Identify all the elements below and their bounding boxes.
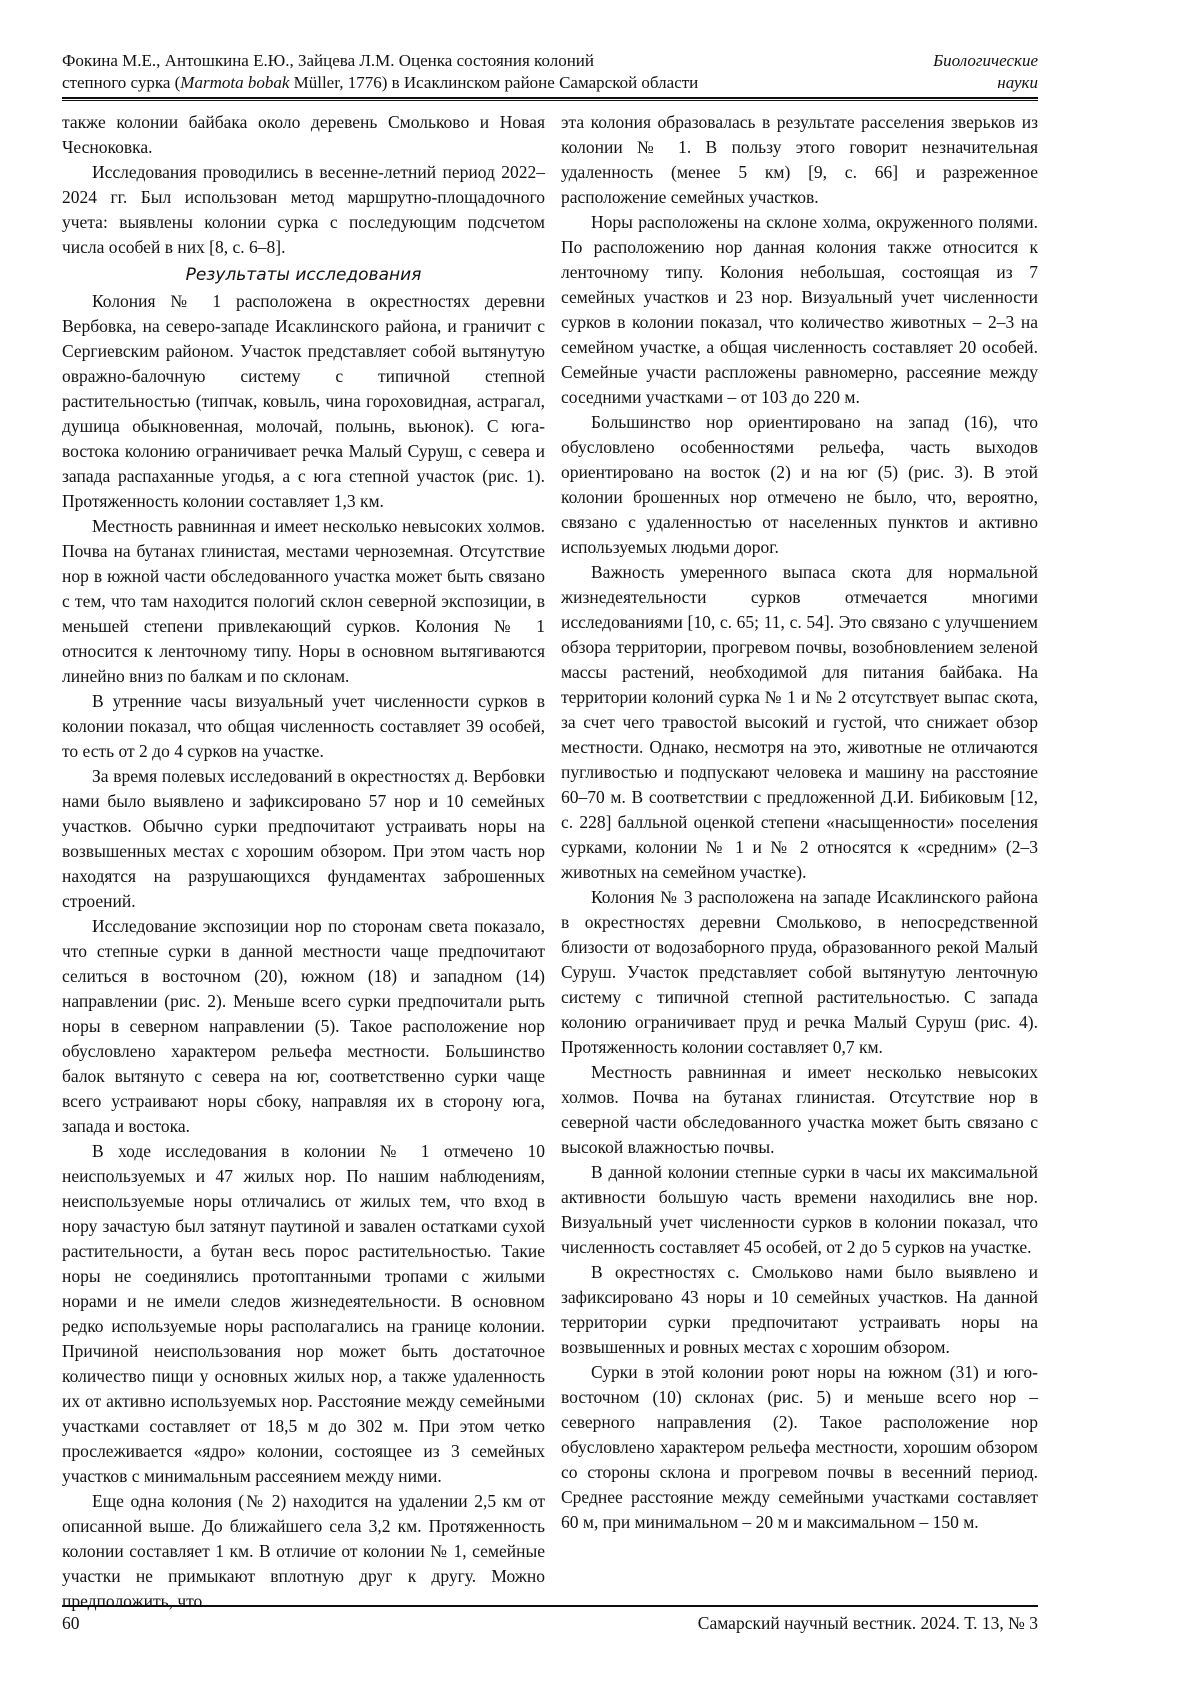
running-head — [62, 50, 1038, 94]
paragraph: Колония № 3 расположена на западе Исаклинского района в окрестностях деревни Смольково, в непосредственной близости от водозаборного пруда, образованного рекой Малый Суруш. Участок представляет собой вытянутую ленточную систему с типичной степной растительностью. С запада колонию ограничивает пруд и речка Малый Суруш (рис. 4). Протяженность колонии составляет 0,7 км. — [561, 887, 1038, 1057]
section-label-line1: Биологические — [933, 51, 1038, 70]
running-head-section — [933, 50, 1038, 94]
paragraph: За время полевых исследований в окрестностях д. Вербовки нами было выявлено и зафиксировано 57 нор и 10 семейных участков. Обычно сурки предпочитают устраивать норы на возвышенных местах с хорошим обзором. При этом часть нор находятся на разрушающихся фундаментах заброшенных строений. — [62, 766, 545, 911]
left-column — [62, 110, 545, 1611]
title-suffix: Müller, 1776) в Исаклинском районе Самарской области — [289, 73, 699, 92]
paragraph: Норы расположены на склоне холма, окруженного полями. По расположению нор данная колония также относится к ленточному типу. Колония небольшая, состоящая из 7 семейных участков и 23 нор. Визуальный учет численности сурков в колонии показал, что количество животных – 2–3 на семейном участке, а общая численность составляет 20 особей. Семейные участи распложены равномерно, рассеяние между соседними участками – от 103 до 220 м. — [561, 212, 1038, 407]
paragraph: Исследования проводились в весенне-летний период 2022–2024 гг. Был использован метод маршрутно-площадочного учета: выявлены колонии сурка с последующим подсчетом числа особей в них [8, с. 6–8]. — [62, 162, 545, 257]
two-column-body — [62, 110, 1038, 1611]
page-content — [62, 50, 1038, 1611]
paragraph: Местность равнинная и имеет несколько невысоких холмов. Почва на бутанах глинистая. Отсутствие нор в северной части обследованного участка может быть связано с высокой влажностью почвы. — [561, 1062, 1038, 1157]
journal-reference: Самарский научный вестник. 2024. Т. 13, № 3 — [697, 1613, 1038, 1633]
page-number: 60 — [62, 1613, 80, 1633]
paragraph: Сурки в этой колонии роют норы на южном (31) и юго-восточном (10) склонах (рис. 5) и меньше всего нор – северного направления (2). Такое расположение нор обусловлено характером рельефа местности, хорошим обзором со стороны склона и прогревом почвы в весенний период. Среднее расстояние между семейными участками составляет 60 м, при минимальном – 20 м и максимальном – 150 м. — [561, 1362, 1038, 1532]
title-prefix: степного сурка ( — [62, 73, 181, 92]
header-rule — [62, 97, 1038, 101]
paragraph: Местность равнинная и имеет несколько невысоких холмов. Почва на бутанах глинистая, местами черноземная. Отсутствие нор в южной части обследованного участка может быть связано с тем, что там находится пологий склон северной экспозиции, в меньшей степени привлекающий сурков. Колония № 1 относится к ленточному типу. Норы в основном вытягиваются линейно вниз по балкам и по склонам. — [62, 516, 545, 686]
section-label-line2: науки — [997, 73, 1038, 92]
paragraph: также колонии байбака около деревень Смольково и Новая Чесноковка. — [62, 112, 545, 157]
paragraph: Важность умеренного выпаса скота для нормальной жизнедеятельности сурков отмечается многими исследованиями [10, с. 65; 11, с. 54]. Это связано с улучшением обзора территории, прогревом почвы, возобновлением зеленой массы растений, необходимой для питания байбака. На территории колоний сурка № 1 и № 2 отсутствует выпас скота, за счет чего травостой высокий и густой, что снижает обзор местности. Однако, несмотря на это, животные не отличаются пугливостью и подпускают человека и машину на расстояние 60–70 м. В соответствии с предложенной Д.И. Бибиковым [12, с. 228] балльной оценкой степени «насыщенности» поселения сурками, колонии № 1 и № 2 относятся к «средним» (2–3 животных на семейном участке). — [561, 562, 1038, 882]
paragraph: В ходе исследования в колонии № 1 отмечено 10 неиспользуемых и 47 жилых нор. По нашим наблюдениям, неиспользуемые норы отличались от жилых тем, что вход в нору зачастую был затянут паутиной и завален остатками сухой растительности, а бутан весь порос растительностью. Такие норы не соединялись протоптанными тропами с жилыми норами и не имели следов жизнедеятельности. В основном редко используемые норы располагались на границе колонии. Причиной неиспользования нор может быть достаточное количество пищи у основных жилых нор, а также удаленность их от активно используемых нор. Расстояние между семейными участками составляет от 18,5 м до 302 м. При этом четко прослеживается «ядро» колонии, состоящее из 3 семейных участков с минимальным рассеянием между ними. — [62, 1141, 545, 1486]
paragraph: эта колония образовалась в результате расселения зверьков из колонии № 1. В пользу этого говорит незначительная удаленность (менее 5 км) [9, с. 66] и разреженное расположение семейных участков. — [561, 112, 1038, 207]
paragraph: Большинство нор ориентировано на запад (16), что обусловлено особенностями рельефа, часть выходов ориентировано на восток (2) и на юг (5) (рис. 3). В этой колонии брошенных нор отмечено не было, что, вероятно, связано с удаленностью от населенных пунктов и активно используемых людьми дорог. — [561, 412, 1038, 557]
running-head-line2 — [62, 72, 698, 94]
running-head-title — [62, 50, 698, 94]
section-heading-results: Результаты исследования — [185, 265, 422, 285]
page-footer — [62, 1605, 1038, 1634]
species-name: Marmota bobak — [180, 73, 290, 92]
paragraph: В окрестностях с. Смольково нами было выявлено и зафиксировано 43 норы и 10 семейных участков. На данной территории сурки предпочитают устраивать норы на возвышенных и ровных местах с хорошим обзором. — [561, 1262, 1038, 1357]
paragraph: В данной колонии степные сурки в часы их максимальной активности большую часть времени находились вне нор. Визуальный учет численности сурков в колонии показал, что численность составляет 45 особей, от 2 до 5 сурков на участке. — [561, 1162, 1038, 1257]
running-head-line1: Фокина М.Е., Антошкина Е.Ю., Зайцева Л.М. Оценка состояния колоний — [62, 51, 594, 70]
paragraph: В утренние часы визуальный учет численности сурков в колонии показал, что общая численность составляет 39 особей, то есть от 2 до 4 сурков на участке. — [62, 691, 545, 761]
paragraph: Исследование экспозиции нор по сторонам света показало, что степные сурки в данной местности чаще предпочитают селиться в восточном (20), южном (18) и западном (14) направлении (рис. 2). Меньше всего сурки предпочитали рыть норы в северном направлении (5). Такое расположение нор обусловлено характером рельефа местности. Большинство балок вытянуто с севера на юг, соответственно сурки чаще всего устраивают норы сбоку, направляя их в сторону юга, запада и востока. — [62, 916, 545, 1136]
paragraph: Еще одна колония (№ 2) находится на удалении 2,5 км от описанной выше. До ближайшего села 3,2 км. Протяженность колонии составляет 1 км. В отличие от колонии № 1, семейные участки не примыкают вплотную друг к другу. Можно предположить, что — [62, 1491, 545, 1611]
right-column — [561, 110, 1038, 1599]
paragraph: Колония № 1 расположена в окрестностях деревни Вербовка, на северо-западе Исаклинского района, и граничит с Сергиевским районом. Участок представляет собой вытянутую овражно-балочную систему с типичной степной растительностью (типчак, ковыль, чина гороховидная, астрагал, душица обыкновенная, молочай, полынь, вьюнок). С юга-востока колонию ограничивает речка Малый Суруш, с севера и запада распаханные угодья, а с юга степной участок (рис. 1). Протяженность колонии составляет 1,3 км. — [62, 291, 545, 511]
